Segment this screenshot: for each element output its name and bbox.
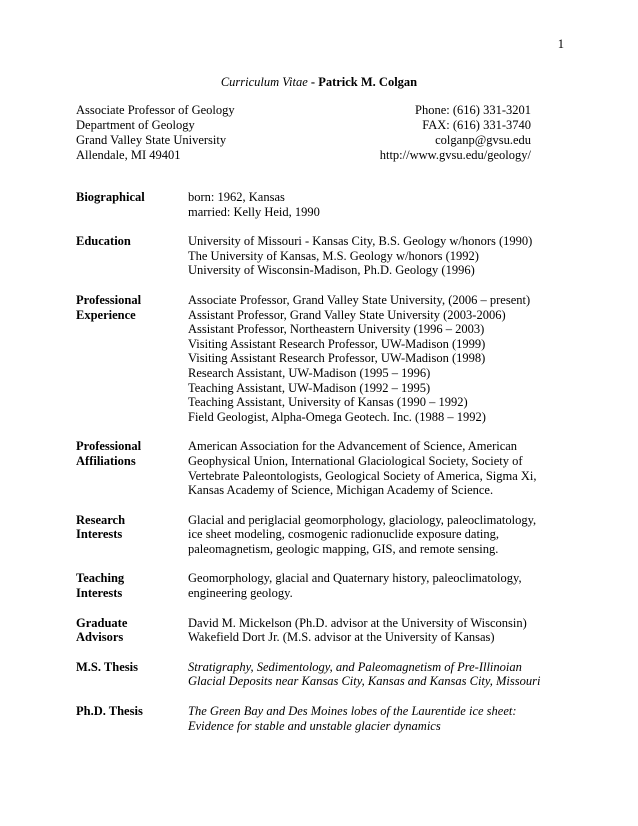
contact-row — [76, 118, 531, 133]
person-name: Patrick M. Colgan — [318, 75, 418, 89]
section-label-line: Advisors — [76, 630, 124, 645]
section-label — [76, 513, 188, 557]
section-line: Geomorphology, glacial and Quaternary history, paleoclimatology, — [188, 571, 522, 586]
section-line: The University of Kansas, M.S. Geology w/honors (1992) — [188, 248, 479, 263]
section-label-line: M.S. Thesis — [76, 659, 138, 674]
section-content — [188, 439, 556, 497]
section-line: The Green Bay and Des Moines lobes of the Laurentide ice sheet: — [188, 704, 517, 719]
cv-section — [76, 616, 556, 645]
cv-section — [76, 293, 556, 424]
section-label — [76, 660, 188, 689]
section-line: Visiting Assistant Research Professor, UW-Madison (1999) — [188, 336, 486, 351]
cv-section — [76, 660, 556, 689]
contact-email: colganp@gvsu.edu — [435, 133, 531, 147]
section-label — [76, 190, 188, 219]
contact-row — [76, 103, 531, 118]
document-title — [0, 75, 638, 89]
contact-phone: Phone: (616) 331-3201 — [415, 103, 531, 117]
section-content — [188, 190, 556, 219]
cv-sections — [76, 190, 556, 748]
section-label — [76, 571, 188, 600]
section-label-line: Teaching — [76, 571, 125, 586]
section-line: University of Missouri - Kansas City, B.S. Geology w/honors (1990) — [188, 234, 533, 249]
section-content — [188, 234, 556, 278]
cv-section — [76, 513, 556, 557]
contact-row — [76, 133, 531, 148]
section-line: Teaching Assistant, UW-Madison (1992 – 1995) — [188, 380, 431, 395]
section-label — [76, 616, 188, 645]
section-line: Teaching Assistant, University of Kansas (1990 – 1992) — [188, 395, 468, 410]
section-line: Research Assistant, UW-Madison (1995 – 1996) — [188, 365, 431, 380]
section-label-line: Research — [76, 512, 126, 527]
cv-section — [76, 704, 556, 733]
section-label-line: Interests — [76, 527, 123, 542]
section-line: Stratigraphy, Sedimentology, and Paleomagnetism of Pre-Illinoian — [188, 659, 522, 674]
section-label-line: Experience — [76, 307, 136, 322]
section-line: Vertebrate Paleontologists, Geological Society of America, Sigma Xi, — [188, 468, 537, 483]
cv-label: Curriculum Vitae — [220, 75, 308, 89]
section-line: engineering geology. — [188, 586, 293, 601]
section-label-line: Education — [76, 234, 131, 249]
cv-section — [76, 571, 556, 600]
contact-address: Allendale, MI 49401 — [76, 148, 181, 162]
cv-section — [76, 439, 556, 497]
section-line: born: 1962, Kansas — [188, 190, 285, 204]
section-line: David M. Mickelson (Ph.D. advisor at the University of Wisconsin) — [188, 615, 527, 630]
section-label-line: Professional — [76, 439, 142, 454]
section-label-line: Affiliations — [76, 453, 136, 468]
section-content — [188, 293, 556, 424]
cv-section — [76, 234, 556, 278]
section-line: Assistant Professor, Grand Valley State University (2003-2006) — [188, 307, 506, 322]
section-label — [76, 704, 188, 733]
contact-website: http://www.gvsu.edu/geology/ — [379, 148, 531, 162]
section-line: Glacial and periglacial geomorphology, glaciology, paleoclimatology, — [188, 512, 537, 527]
section-label-line: Interests — [76, 586, 123, 601]
section-line: Evidence for stable and unstable glacier dynamics — [188, 718, 441, 733]
section-label-line: Biographical — [76, 190, 145, 204]
section-label-line: Graduate — [76, 615, 128, 630]
section-label — [76, 439, 188, 497]
contact-university: Grand Valley State University — [76, 133, 227, 147]
section-content — [188, 571, 556, 600]
section-content — [188, 616, 556, 645]
contact-block — [76, 103, 531, 163]
section-line: married: Kelly Heid, 1990 — [188, 204, 320, 219]
section-line: Visiting Assistant Research Professor, UW-Madison (1998) — [188, 351, 486, 366]
section-line: Assistant Professor, Northeastern University (1996 – 2003) — [188, 322, 485, 337]
section-line: Glacial Deposits near Kansas City, Kansas and Kansas City, Missouri — [188, 674, 541, 689]
section-label-line: Ph.D. Thesis — [76, 704, 143, 719]
section-line: University of Wisconsin-Madison, Ph.D. Geology (1996) — [188, 263, 475, 278]
section-line: Kansas Academy of Science, Michigan Academy of Science. — [188, 483, 494, 498]
section-line: Field Geologist, Alpha-Omega Geotech. Inc. (1988 – 1992) — [188, 409, 486, 424]
section-content — [188, 704, 556, 733]
page-number: 1 — [557, 37, 564, 51]
contact-fax: FAX: (616) 331-3740 — [422, 118, 531, 132]
section-content — [188, 513, 556, 557]
section-line: Wakefield Dort Jr. (M.S. advisor at the University of Kansas) — [188, 630, 495, 645]
section-line: American Association for the Advancement of Science, American — [188, 439, 518, 454]
section-line: paleomagnetism, geologic mapping, GIS, and remote sensing. — [188, 541, 499, 556]
contact-row — [76, 148, 531, 163]
section-content — [188, 660, 556, 689]
contact-title: Associate Professor of Geology — [76, 103, 235, 117]
contact-department: Department of Geology — [76, 118, 195, 132]
section-line: ice sheet modeling, cosmogenic radionuclide exposure dating, — [188, 527, 500, 542]
cv-section — [76, 190, 556, 219]
section-label-line: Professional — [76, 292, 142, 307]
section-line: Geophysical Union, International Glaciological Society, Society of — [188, 453, 523, 468]
section-line: Associate Professor, Grand Valley State University, (2006 – present) — [188, 292, 531, 307]
title-separator: - — [307, 75, 319, 89]
section-label — [76, 293, 188, 424]
section-label — [76, 234, 188, 278]
